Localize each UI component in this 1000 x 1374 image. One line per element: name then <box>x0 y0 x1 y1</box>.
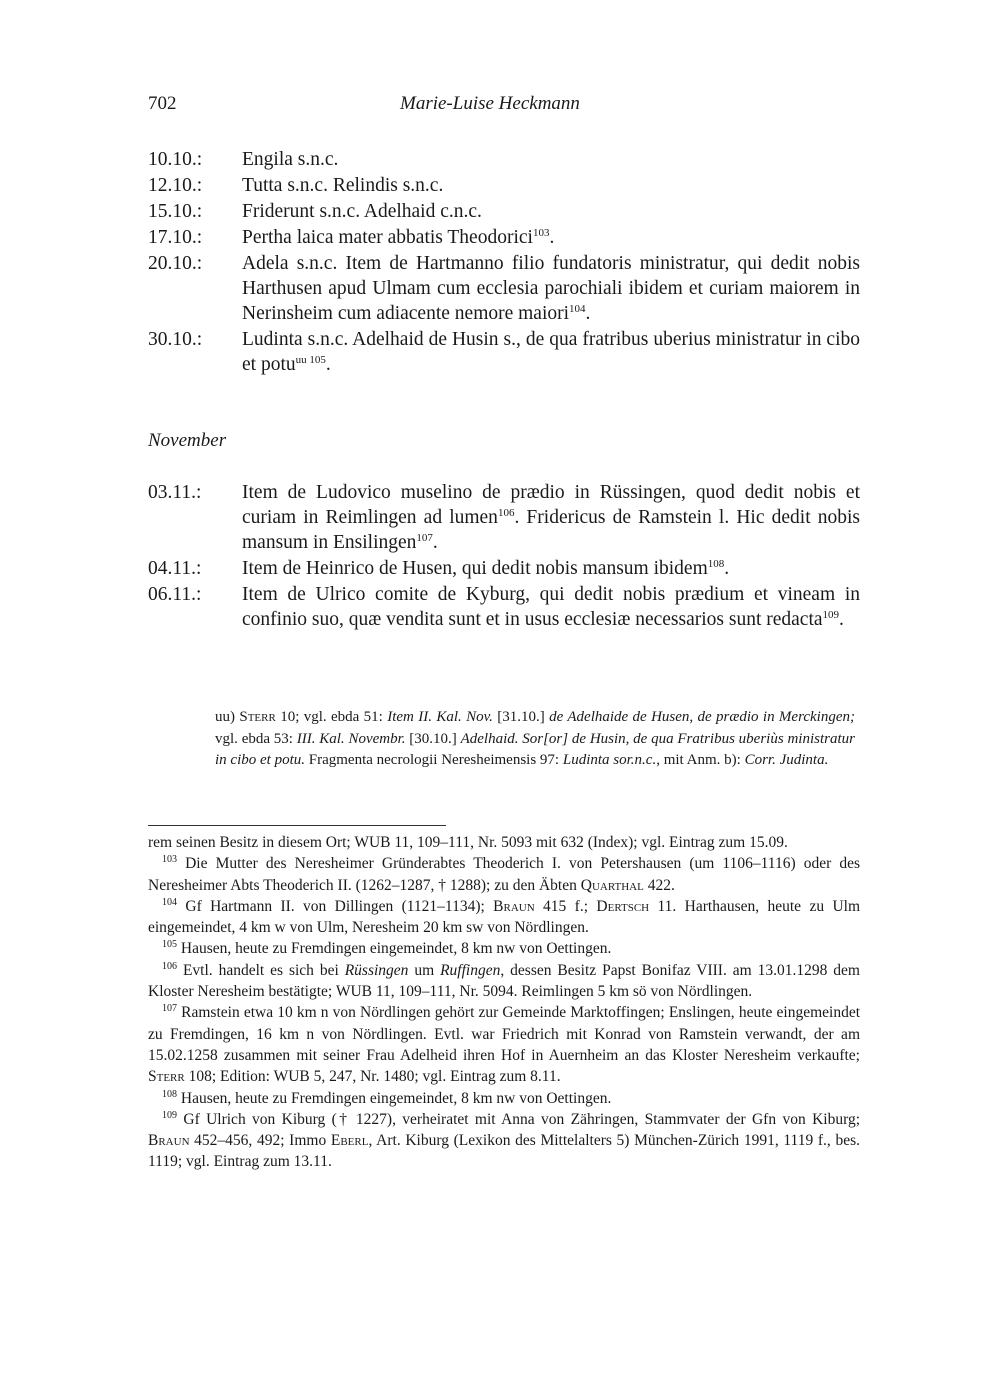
entry-date: 10.10.: <box>148 149 203 170</box>
entry-tail: . <box>549 227 555 248</box>
entry-tail: . <box>325 354 331 375</box>
entry-date: 30.10.: <box>148 329 203 350</box>
entry-10-10 <box>148 147 860 172</box>
entry-date: 17.10.: <box>148 227 203 248</box>
entry-text <box>242 582 860 632</box>
apparatus-text: [30.10.] <box>405 730 461 747</box>
footnote-text: Ramstein etwa 10 km n von Nördlingen gehört zur Gemeinde Marktoffingen; Enslingen, heute eingemeindet zu Fremdingen, 16 km n von Nördlingen. Evtl. war Friedrich mit Konrad von Ramstein verwandt, der am 15.02.1258 zusammen mit seiner Frau Adelheid ihren Hof in Auernheim an das Kloster Neresheim verkaufte; <box>148 1004 861 1064</box>
apparatus-text: Fragmenta necrologii Neresheimensis 97: <box>305 752 563 768</box>
footnote-text: , Art. Kiburg (Lexikon des Mittelalters 5) München-Zürich 1991, 1119 f., bes. 1119; vgl. Eintrag zum 13.11. <box>148 1132 860 1171</box>
footnote-text: 11. Harthausen, heute zu Ulm eingemeindet, 4 km w von Ulm, Neresheim 20 km sw von Nördlingen. <box>148 897 860 937</box>
entry-body: Pertha laica mater abbatis Theodorici <box>242 227 533 248</box>
entry-body: . Fridericus de Ramstein l. Hic dedit nobis mansum in Ensilingen <box>242 507 860 553</box>
entry-date: 12.10.: <box>148 175 203 196</box>
footnote-number: 106 <box>162 960 177 972</box>
footnote-ref: 104 <box>569 303 586 315</box>
apparatus-text: , mit Anm. b): <box>656 752 745 768</box>
apparatus-quote: de Adelhaide de Husen, de prædio in Merckingen; <box>549 709 856 725</box>
entry-06-11 <box>148 582 860 632</box>
apparatus-quote: Corr. Judinta. <box>744 752 829 768</box>
entry-text <box>242 225 860 250</box>
footnote-text: , dessen Besitz Papst Bonifaz VIII. am 13.01.1298 dem Kloster Neresheim bestätigte; WUB 11, 109–111, Nr. 5094. Reimlingen 5 km sö von Nördlingen. <box>148 961 860 1001</box>
entry-30-10 <box>148 327 860 377</box>
author-name: Dertsch <box>596 897 650 915</box>
footnote-ref: 109 <box>822 609 840 621</box>
footnote-ref: 106 <box>497 507 515 519</box>
critical-apparatus <box>215 707 855 772</box>
month-heading: November <box>148 430 227 451</box>
author-name: Quarthal <box>580 876 644 894</box>
october-entries <box>148 147 860 378</box>
footnote-text: Hausen, heute zu Fremdingen eingemeindet, 8 km nw von Oettingen. <box>180 1089 612 1107</box>
author-name: Braun <box>148 1132 190 1150</box>
entry-20-10 <box>148 251 860 326</box>
apparatus-source: Sterr <box>239 709 276 725</box>
entry-text: Tutta s.n.c. Relindis s.n.c. <box>242 175 444 196</box>
footnote-106 <box>148 960 860 1003</box>
footnote-number: 103 <box>162 854 177 866</box>
apparatus-text: vgl. ebda 53: <box>215 730 297 747</box>
apparatus-text: [31.10.] <box>492 709 550 725</box>
entry-body: Item de Heinrico de Husen, qui dedit nobis mansum ibidem <box>242 558 708 579</box>
entry-body: Ludinta s.n.c. Adelhaid de Husin s., de qua fratribus uberius ministratur in cibo et potu <box>242 329 860 375</box>
entry-17-10 <box>148 225 860 250</box>
footnote-number: 107 <box>162 1003 177 1015</box>
footnote-number: 105 <box>162 939 177 951</box>
entry-text <box>242 251 860 326</box>
footnote-number: 104 <box>162 896 177 908</box>
entry-body: Item de Ulrico comite de Kyburg, qui dedit nobis prædium et vineam in confinio suo, quæ vendita sunt et in usus ecclesiæ necessarios sunt redacta <box>242 584 860 630</box>
footnote-text: Gf Hartmann II. von Dillingen (1121–1134); <box>185 897 494 915</box>
footnote-text: Hausen, heute zu Fremdingen eingemeindet, 8 km nw von Oettingen. <box>180 940 612 958</box>
entry-date: 03.11.: <box>148 482 202 503</box>
footnote-divider <box>148 825 446 826</box>
footnote-text: 415 f.; <box>534 897 597 915</box>
apparatus-text: 10; vgl. ebda 51: <box>275 709 388 725</box>
footnotes <box>148 832 860 1173</box>
footnote-text: 452–456, 492; Immo <box>189 1132 331 1150</box>
entry-tail: . <box>585 303 591 324</box>
entry-text: Engila s.n.c. <box>242 149 339 170</box>
entry-text <box>242 556 860 581</box>
place-name: Ruffingen <box>440 961 501 979</box>
footnote-text: um <box>408 961 441 979</box>
footnote-number: 108 <box>162 1088 177 1100</box>
footnote-text: 422. <box>643 876 675 894</box>
entry-text <box>242 327 860 377</box>
footnote-text: Evtl. handelt es sich bei <box>182 961 345 979</box>
entry-date: 15.10.: <box>148 201 203 222</box>
apparatus-quote: Ludinta sor.n.c. <box>562 752 657 768</box>
author-name: Braun <box>493 897 535 915</box>
footnote-number: 109 <box>162 1109 177 1121</box>
footnote-109 <box>148 1109 860 1173</box>
entry-03-11 <box>148 480 860 555</box>
entry-04-11 <box>148 556 860 581</box>
place-name: Rüssingen <box>344 961 409 979</box>
november-entries <box>148 480 860 633</box>
entry-12-10 <box>148 173 860 198</box>
footnote-105 <box>148 938 860 959</box>
entry-date: 06.11.: <box>148 584 202 605</box>
apparatus-label: uu) <box>215 709 235 725</box>
apparatus-quote: Item II. Kal. Nov. <box>387 709 493 725</box>
entry-tail: . <box>839 609 844 630</box>
entry-date: 20.10.: <box>148 253 203 274</box>
author-name: Eberl <box>330 1132 369 1150</box>
footnote-ref: 103 <box>532 227 550 239</box>
footnote-103 <box>148 853 860 896</box>
entry-body: Adela s.n.c. Item de Hartmanno filio fundatoris ministratur, qui dedit nobis Harthusen apud Ulmam cum ecclesia parochiali ibidem et curiam maiorem in Nerinsheim cum adiacente nemore maiori <box>242 253 860 324</box>
entry-15-10 <box>148 199 860 224</box>
footnote-104 <box>148 896 860 939</box>
footnote-ref: uu 105 <box>295 354 326 366</box>
entry-body: Item de Ludovico muselino de prædio in Rüssingen, quod dedit nobis et curiam in Reimlingen ad lumen <box>242 482 860 528</box>
entry-tail: . <box>432 532 438 553</box>
entry-text: Friderunt s.n.c. Adelhaid c.n.c. <box>242 201 482 222</box>
page-number: 702 <box>148 93 177 114</box>
author-name: Sterr <box>148 1068 185 1086</box>
footnote-text: 108; Edition: WUB 5, 247, Nr. 1480; vgl. Eintrag zum 8.11. <box>184 1068 561 1086</box>
footnote-107 <box>148 1002 860 1087</box>
footnote-continuation: rem seinen Besitz in diesem Ort; WUB 11, 109–111, Nr. 5093 mit 632 (Index); vgl. Eintrag zum 15.09. <box>148 834 788 851</box>
footnote-ref: 108 <box>707 558 725 570</box>
footnote-text: Gf Ulrich von Kiburg († 1227), verheiratet mit Anna von Zähringen, Stammvater der Gfn von Kiburg; <box>183 1110 861 1128</box>
entry-text <box>242 480 860 555</box>
entry-date: 04.11.: <box>148 558 202 579</box>
running-title: Marie-Luise Heckmann <box>400 93 580 114</box>
footnote-108 <box>148 1088 860 1109</box>
apparatus-quote: Adelhaid. Sor[or] de Husin, de qua Fratribus uberiùs ministratur in cibo et potu. <box>215 730 855 768</box>
apparatus-quote: III. Kal. Novembr. <box>296 730 406 747</box>
entry-tail: . <box>724 558 730 579</box>
footnote-text: Die Mutter des Neresheimer Gründerabtes Theoderich I. von Petershausen (um 1106–1116) oder des Neresheimer Abts Theoderich II. (1262–1287, † 1288); zu den Äbten <box>148 855 861 894</box>
footnote-ref: 107 <box>416 532 433 544</box>
